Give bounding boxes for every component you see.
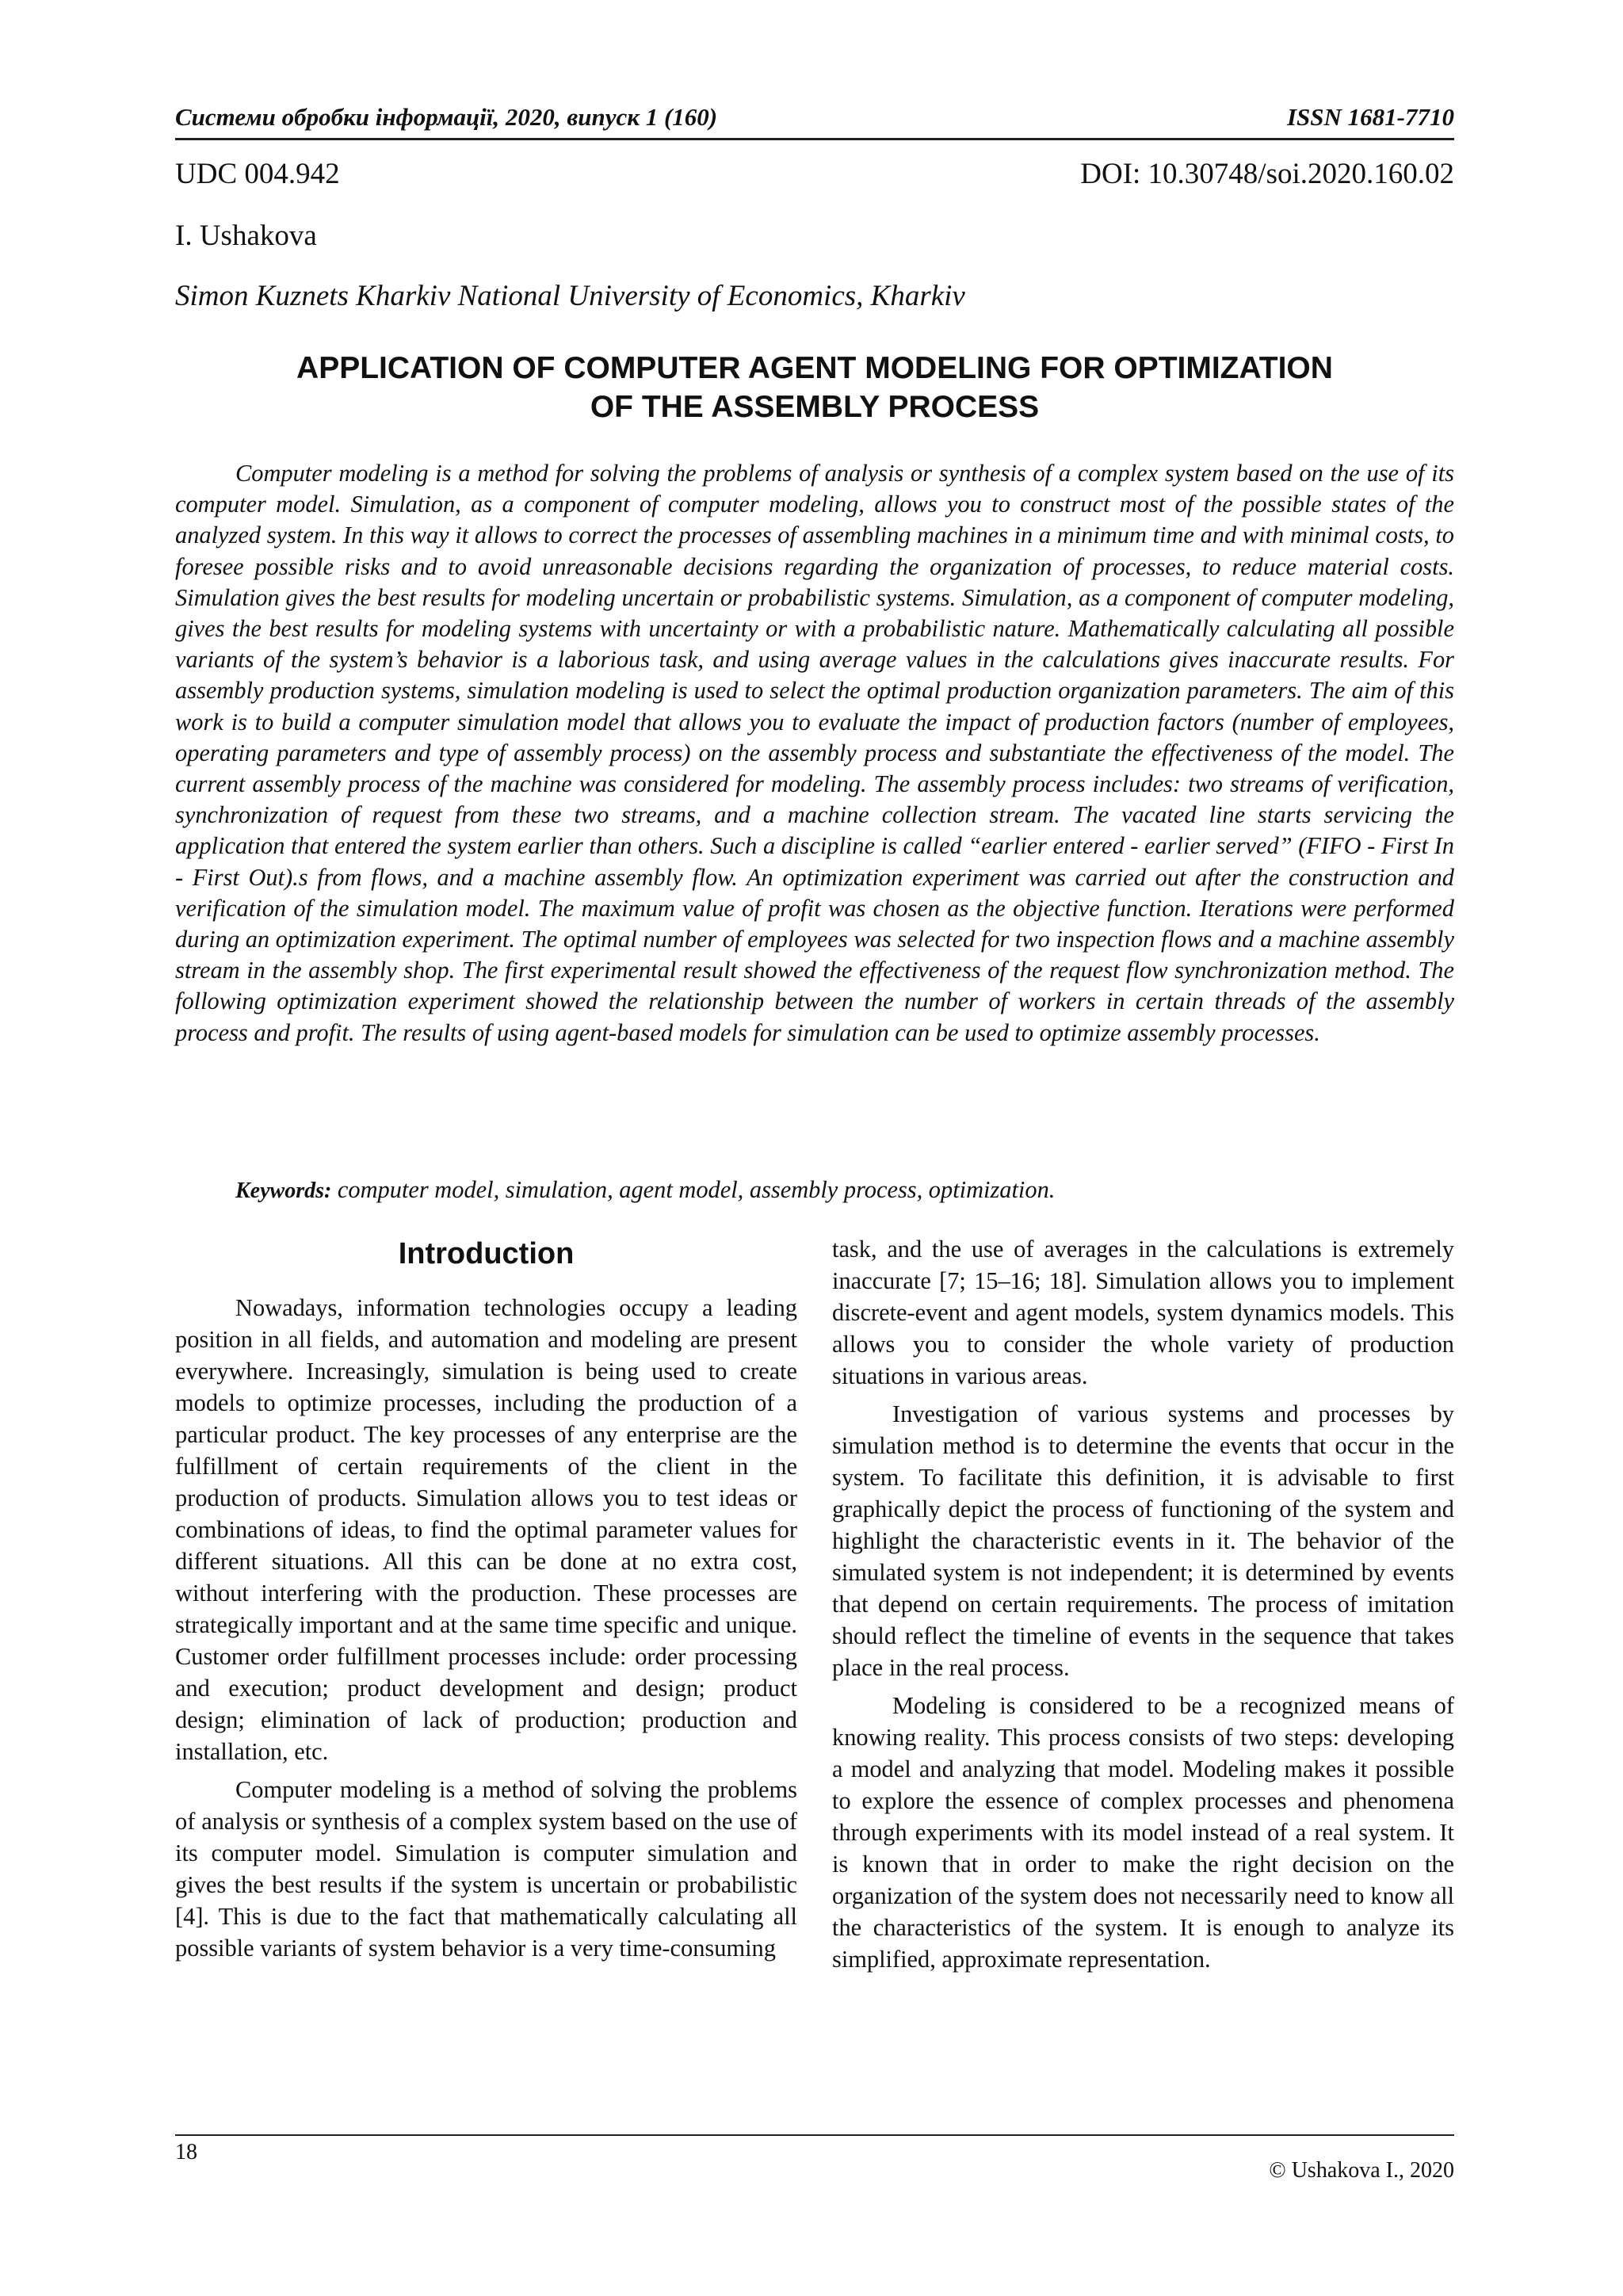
abstract: Computer modeling is a method for solving the problems of analysis or synthesis of a complex system based on the use of its computer model. Simulation, as a component of computer modeling, allows you to construct most of the possible states of the analyzed system. In this way it allows to correct the processes of assembling machines in a minimum time and with minimal costs, to foresee possible risks and to avoid unreasonable decisions regarding the organization of processes, to reduce material costs. Simulation gives the best results for modeling uncertain or probabilistic systems. Simulation, as a component of computer modeling, gives the best results for modeling systems with uncertainty or with a probabilistic nature. Mathematically calculating all possible variants of the system’s behavior is a laborious task, and using average values in the calculations gives inaccurate results. For assembly production systems, simulation modeling is used to select the optimal production organization parameters. The aim of this work is to build a computer simulation model that allows you to evaluate the impact of production factors (number of employees, operating parameters and type of assembly process) on the assembly process and substantiate the effectiveness of the model. The current assembly process of the machine was considered for modeling. The assembly process includes: two streams of verification, synchronization of request from these two streams, and a machine collection stream. The vacated line starts servicing the application that entered the system earlier than others. Such a discipline is called “earlier entered - earlier served” (FIFO - First In - First Out).s from flows, and a machine assembly flow. An optimization experiment was carried out after the construction and verification of the simulation model. The maximum value of profit was chosen as the objective function. Iterations were performed during an optimization experiment. The optimal number of employees was selected for two inspection flows and a machine assembly stream in the assembly shop. The first experimental result showed the effectiveness of the request flow synchronization method. The following optimization experiment showed the relationship between the number of workers in certain threads of the assembly process and profit. The results of using agent-based models for simulation can be used to optimize assembly processes.: [175, 460, 1454, 1046]
doi: DOI: 10.30748/soi.2020.160.02: [1080, 158, 1454, 190]
keywords: [235, 1176, 1055, 1204]
title-line-1: APPLICATION OF COMPUTER AGENT MODELING FOR OPTIMIZATION: [296, 351, 1333, 385]
paragraph: Investigation of various systems and processes by simulation method is to determine the events that occur in the system. To facilitate this definition, it is advisable to first graphically depict the process of functioning of the system and highlight the characteristic events in it. The behavior of the simulated system is not independent; it is determined by events that depend on certain requirements. The process of imitation should reflect the timeline of events in the sequence that takes place in the real process.: [832, 1400, 1454, 1681]
keywords-label: Keywords:: [235, 1179, 332, 1203]
journal-name: Системи обробки інформації, 2020, випуск 1 (160): [175, 103, 718, 131]
right-column: [832, 1233, 1454, 1981]
keywords-text: computer model, simulation, agent model, assembly process, optimization.: [331, 1176, 1056, 1203]
paragraph: Nowadays, information technologies occupy a leading position in all fields, and automation and modeling are present everywhere. Increasingly, simulation is being used to create models to optimize processes, including the production of a particular product. The key processes of any enterprise are the fulfillment of certain requirements of the client in the production of products. Simulation allows you to test ideas or combinations of ideas, to find the optimal parameter values for different situations. All this can be done at no extra cost, without interfering with the production. These processes are strategically important and at the same time specific and unique. Customer order fulfillment processes include: order processing and execution; product development and design; product design; elimination of lack of production; production and installation, etc.: [175, 1294, 797, 1765]
running-head: [175, 101, 1454, 140]
footer-divider: [175, 2134, 1454, 2136]
paragraph: Modeling is considered to be a recognized means of knowing reality. This process consists of two steps: developing a model and analyzing that model. Modeling makes it possible to explore the essence of complex processes and phenomena through experiments with its model instead of a real system. It is known that in order to make the right decision on the organization of the system does not necessarily need to know all the characteristics of the system. It is enough to analyze its simplified, approximate representation.: [832, 1692, 1454, 1973]
paragraph: Computer modeling is a method of solving the problems of analysis or synthesis of a complex system based on the use of its computer model. Simulation is computer simulation and gives the best results if the system is uncertain or probabilistic [4]. This is due to the fact that mathematically calculating all possible variants of system behavior is a very time-consuming: [175, 1776, 797, 1962]
udc-code: UDC 004.942: [175, 158, 340, 190]
section-heading-introduction: Introduction: [398, 1237, 575, 1270]
paragraph: task, and the use of averages in the calculations is extremely inaccurate [7; 15–16; 18]. Simulation allows you to implement discrete-event and agent models, system dynamics models. This allows you to consider the whole variety of production situations in various areas.: [832, 1236, 1454, 1389]
page-number: 18: [175, 2140, 197, 2164]
paper-title: [175, 349, 1454, 426]
author-affiliation: Simon Kuznets Kharkiv National University of Economics, Kharkiv: [175, 280, 965, 312]
copyright-notice: © Ushakova I., 2020: [1269, 2158, 1454, 2183]
issn: ISSN 1681-7710: [1286, 103, 1454, 131]
identifier-row: [175, 157, 1454, 191]
title-line-2: OF THE ASSEMBLY PROCESS: [590, 390, 1040, 424]
paper-page: [175, 0, 1454, 2296]
left-column: [175, 1236, 797, 1970]
author-name: I. Ushakova: [175, 220, 317, 252]
